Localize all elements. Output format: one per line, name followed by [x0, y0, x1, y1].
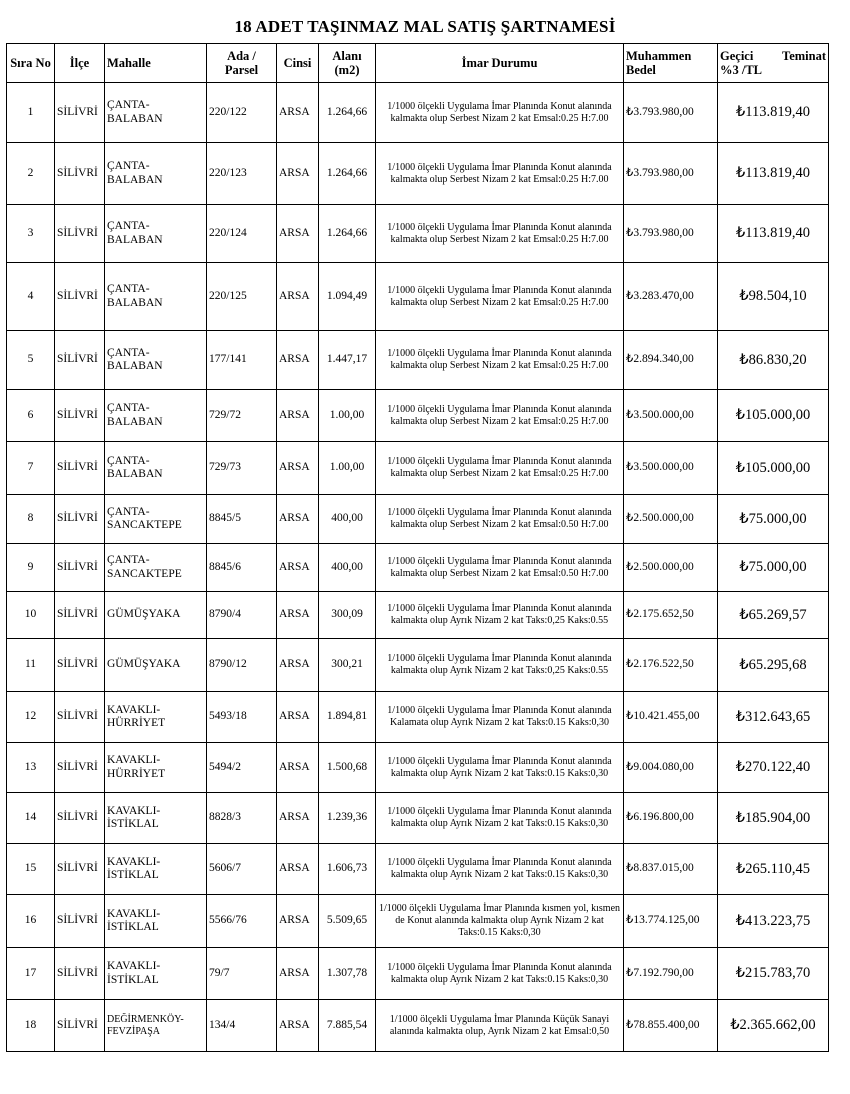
cell-cinsi: ARSA	[277, 844, 319, 895]
cell-gecici-teminat: ₺113.819,40	[718, 143, 829, 205]
cell-gecici-teminat: ₺215.783,70	[718, 948, 829, 1000]
cell-cinsi: ARSA	[277, 592, 319, 639]
cell-mahalle	[105, 83, 207, 143]
cell-alan: 1.307,78	[319, 948, 376, 1000]
cell-mahalle	[105, 442, 207, 495]
cell-ilce: SİLİVRİ	[55, 442, 105, 495]
cell-ada-parsel: 8845/6	[207, 544, 277, 592]
mahalle-line2: İSTİKLAL	[107, 921, 159, 933]
document-title: 18 ADET TAŞINMAZ MAL SATIŞ ŞARTNAMESİ	[234, 17, 616, 36]
table-row	[7, 390, 829, 442]
mahalle-line1: ÇANTA-	[107, 220, 150, 233]
cell-mahalle	[105, 743, 207, 793]
cell-imar-durumu: 1/1000 ölçekli Uygulama İmar Planında Konut alanında kalmakta olup Serbest Nizam 2 kat Emsal:0.50 H:7.00	[376, 544, 624, 592]
mahalle-line2: BALABAN	[107, 360, 163, 372]
mahalle-line1: DEĞİRMENKÖY-	[107, 1014, 184, 1025]
cell-sira-no: 6	[7, 390, 55, 442]
cell-ilce: SİLİVRİ	[55, 895, 105, 948]
cell-cinsi: ARSA	[277, 390, 319, 442]
cell-mahalle	[105, 639, 207, 692]
cell-alan: 7.885,54	[319, 1000, 376, 1052]
cell-muhammen-bedel: ₺2.500.000,00	[624, 495, 718, 544]
cell-cinsi: ARSA	[277, 793, 319, 844]
cell-mahalle	[105, 692, 207, 743]
cell-gecici-teminat: ₺65.295,68	[718, 639, 829, 692]
cell-ilce: SİLİVRİ	[55, 495, 105, 544]
cell-mahalle	[105, 143, 207, 205]
mahalle-line1: KAVAKLI-	[107, 960, 161, 973]
cell-cinsi: ARSA	[277, 1000, 319, 1052]
cell-muhammen-bedel: ₺3.500.000,00	[624, 442, 718, 495]
cell-imar-durumu: 1/1000 ölçekli Uygulama İmar Planında Küçük Sanayi alanında kalmakta olup, Ayrık Nizam 2 kat Emsal:0,50	[376, 1000, 624, 1052]
cell-imar-durumu: 1/1000 ölçekli Uygulama İmar Planında Konut alanında kalmakta olup Ayrık Nizam 2 kat Taks:0.15 Kaks:0,30	[376, 844, 624, 895]
cell-sira-no: 11	[7, 639, 55, 692]
cell-mahalle	[105, 205, 207, 263]
cell-cinsi: ARSA	[277, 263, 319, 331]
header-bedel-line2: Bedel	[626, 63, 656, 77]
cell-cinsi: ARSA	[277, 442, 319, 495]
cell-gecici-teminat: ₺270.122,40	[718, 743, 829, 793]
cell-ilce: SİLİVRİ	[55, 844, 105, 895]
table-row	[7, 263, 829, 331]
cell-sira-no: 5	[7, 331, 55, 390]
header-alan	[319, 44, 376, 83]
cell-ada-parsel: 5606/7	[207, 844, 277, 895]
cell-gecici-teminat: ₺265.110,45	[718, 844, 829, 895]
cell-muhammen-bedel: ₺78.855.400,00	[624, 1000, 718, 1052]
table-row	[7, 544, 829, 592]
cell-ilce: SİLİVRİ	[55, 143, 105, 205]
cell-sira-no: 16	[7, 895, 55, 948]
cell-sira-no: 2	[7, 143, 55, 205]
cell-sira-no: 9	[7, 544, 55, 592]
mahalle-line1: ÇANTA-	[107, 402, 150, 415]
table-row	[7, 143, 829, 205]
cell-sira-no: 8	[7, 495, 55, 544]
table-row	[7, 692, 829, 743]
cell-imar-durumu: 1/1000 ölçekli Uygulama İmar Planında Konut alanında Kalamata olup Ayrık Nizam 2 kat Taks:0.15 Kaks:0,30	[376, 692, 624, 743]
cell-mahalle	[105, 844, 207, 895]
cell-alan: 1.00,00	[319, 442, 376, 495]
cell-ilce: SİLİVRİ	[55, 743, 105, 793]
cell-gecici-teminat: ₺105.000,00	[718, 390, 829, 442]
cell-muhammen-bedel: ₺3.793.980,00	[624, 205, 718, 263]
mahalle-line2: İSTİKLAL	[107, 973, 159, 986]
cell-muhammen-bedel: ₺7.192.790,00	[624, 948, 718, 1000]
cell-gecici-teminat: ₺413.223,75	[718, 895, 829, 948]
cell-ada-parsel: 79/7	[207, 948, 277, 1000]
cell-mahalle	[105, 1000, 207, 1052]
cell-sira-no: 15	[7, 844, 55, 895]
cell-cinsi: ARSA	[277, 948, 319, 1000]
cell-muhammen-bedel: ₺3.793.980,00	[624, 143, 718, 205]
cell-muhammen-bedel: ₺2.500.000,00	[624, 544, 718, 592]
cell-ada-parsel: 5494/2	[207, 743, 277, 793]
cell-gecici-teminat: ₺75.000,00	[718, 495, 829, 544]
cell-cinsi: ARSA	[277, 331, 319, 390]
mahalle-line2: İSTİKLAL	[107, 869, 159, 881]
cell-alan: 1.894,81	[319, 692, 376, 743]
table-row	[7, 83, 829, 143]
mahalle-line2: BALABAN	[107, 112, 163, 125]
header-teminat-line1	[720, 49, 826, 63]
mahalle-line1: KAVAKLI-	[107, 907, 161, 920]
cell-ilce: SİLİVRİ	[55, 692, 105, 743]
cell-alan: 1.447,17	[319, 331, 376, 390]
header-ada-parsel	[207, 44, 277, 83]
mahalle-line1: GÜMÜŞYAKA	[107, 658, 181, 671]
table-row	[7, 1000, 829, 1052]
cell-alan: 300,21	[319, 639, 376, 692]
cell-ada-parsel: 8845/5	[207, 495, 277, 544]
cell-ilce: SİLİVRİ	[55, 544, 105, 592]
mahalle-line1: KAVAKLI-	[107, 804, 161, 817]
cell-imar-durumu: 1/1000 ölçekli Uygulama İmar Planında kısmen yol, kısmen de Konut alanında kalmakta olup Ayrık Nizam 2 kat Taks:0.15 Kaks:0,30	[376, 895, 624, 948]
cell-ada-parsel: 220/122	[207, 83, 277, 143]
table-row	[7, 495, 829, 544]
cell-imar-durumu: 1/1000 ölçekli Uygulama İmar Planında Konut alanında kalmakta olup Serbest Nizam 2 kat Emsal:0.25 H:7.00	[376, 263, 624, 331]
cell-ilce: SİLİVRİ	[55, 1000, 105, 1052]
cell-cinsi: ARSA	[277, 143, 319, 205]
table-row	[7, 639, 829, 692]
cell-mahalle	[105, 895, 207, 948]
cell-sira-no: 4	[7, 263, 55, 331]
cell-cinsi: ARSA	[277, 692, 319, 743]
cell-sira-no: 10	[7, 592, 55, 639]
table-row	[7, 331, 829, 390]
mahalle-line1: ÇANTA-	[107, 346, 150, 359]
table-row	[7, 442, 829, 495]
mahalle-line2: BALABAN	[107, 296, 163, 309]
cell-sira-no: 3	[7, 205, 55, 263]
table-row	[7, 743, 829, 793]
header-alan-line2: (m2)	[334, 63, 360, 77]
table-row	[7, 895, 829, 948]
cell-sira-no: 14	[7, 793, 55, 844]
mahalle-line2: SANCAKTEPE	[107, 519, 182, 531]
cell-gecici-teminat: ₺312.643,65	[718, 692, 829, 743]
table-header	[7, 44, 829, 83]
cell-gecici-teminat: ₺113.819,40	[718, 205, 829, 263]
cell-imar-durumu: 1/1000 ölçekli Uygulama İmar Planında Konut alanında kalmakta olup Serbest Nizam 2 kat Emsal:0.25 H:7.00	[376, 390, 624, 442]
cell-muhammen-bedel: ₺9.004.080,00	[624, 743, 718, 793]
cell-alan: 1.264,66	[319, 143, 376, 205]
mahalle-line2: BALABAN	[107, 233, 163, 246]
mahalle-line1: ÇANTA-	[107, 99, 150, 112]
cell-imar-durumu: 1/1000 ölçekli Uygulama İmar Planında Konut alanında kalmakta olup Serbest Nizam 2 kat Emsal:0.25 H:7.00	[376, 143, 624, 205]
cell-muhammen-bedel: ₺2.175.652,50	[624, 592, 718, 639]
cell-ada-parsel: 134/4	[207, 1000, 277, 1052]
cell-alan: 400,00	[319, 544, 376, 592]
cell-ilce: SİLİVRİ	[55, 390, 105, 442]
cell-mahalle	[105, 495, 207, 544]
cell-gecici-teminat: ₺86.830,20	[718, 331, 829, 390]
cell-gecici-teminat: ₺75.000,00	[718, 544, 829, 592]
cell-mahalle	[105, 948, 207, 1000]
cell-imar-durumu: 1/1000 ölçekli Uygulama İmar Planında Konut alanında kalmakta olup Serbest Nizam 2 kat Emsal:0.25 H:7.00	[376, 331, 624, 390]
cell-gecici-teminat: ₺98.504,10	[718, 263, 829, 331]
cell-ada-parsel: 729/73	[207, 442, 277, 495]
cell-ilce: SİLİVRİ	[55, 948, 105, 1000]
mahalle-line1: ÇANTA-	[107, 283, 150, 296]
cell-muhammen-bedel: ₺8.837.015,00	[624, 844, 718, 895]
header-gecici-teminat	[718, 44, 829, 83]
cell-mahalle	[105, 331, 207, 390]
mahalle-line1: ÇANTA-	[107, 160, 150, 173]
cell-mahalle	[105, 263, 207, 331]
cell-imar-durumu: 1/1000 ölçekli Uygulama İmar Planında Konut alanında kalmakta olup Ayrık Nizam 2 kat Taks:0.15 Kaks:0,30	[376, 793, 624, 844]
header-alan-line1: Alanı	[332, 48, 362, 63]
mahalle-line2: BALABAN	[107, 468, 163, 480]
mahalle-line1: KAVAKLI-	[107, 754, 161, 767]
cell-ilce: SİLİVRİ	[55, 639, 105, 692]
cell-ilce: SİLİVRİ	[55, 331, 105, 390]
header-teminat-word2: Teminat	[782, 48, 826, 63]
mahalle-line1: ÇANTA-	[107, 505, 150, 518]
cell-ilce: SİLİVRİ	[55, 793, 105, 844]
cell-ada-parsel: 729/72	[207, 390, 277, 442]
cell-mahalle	[105, 544, 207, 592]
cell-imar-durumu: 1/1000 ölçekli Uygulama İmar Planında Konut alanında kalmakta olup Serbest Nizam 2 kat Emsal:0.25 H:7.00	[376, 83, 624, 143]
cell-ilce: SİLİVRİ	[55, 205, 105, 263]
table-row	[7, 592, 829, 639]
cell-muhammen-bedel: ₺2.894.340,00	[624, 331, 718, 390]
cell-cinsi: ARSA	[277, 895, 319, 948]
header-sira-no: Sıra No	[7, 44, 55, 83]
cell-muhammen-bedel: ₺3.283.470,00	[624, 263, 718, 331]
header-teminat-word1: Geçici	[720, 48, 754, 63]
cell-ada-parsel: 220/123	[207, 143, 277, 205]
cell-sira-no: 7	[7, 442, 55, 495]
table-row	[7, 948, 829, 1000]
cell-cinsi: ARSA	[277, 544, 319, 592]
cell-alan: 1.606,73	[319, 844, 376, 895]
cell-gecici-teminat: ₺65.269,57	[718, 592, 829, 639]
cell-alan: 1.00,00	[319, 390, 376, 442]
cell-ada-parsel: 220/125	[207, 263, 277, 331]
header-ada-line1: Ada /	[227, 48, 256, 63]
cell-ada-parsel: 5566/76	[207, 895, 277, 948]
cell-cinsi: ARSA	[277, 83, 319, 143]
cell-ada-parsel: 177/141	[207, 331, 277, 390]
cell-mahalle	[105, 592, 207, 639]
cell-sira-no: 12	[7, 692, 55, 743]
cell-ilce: SİLİVRİ	[55, 592, 105, 639]
mahalle-line1: KAVAKLI-	[107, 703, 161, 716]
cell-sira-no: 17	[7, 948, 55, 1000]
cell-ada-parsel: 220/124	[207, 205, 277, 263]
cell-mahalle	[105, 793, 207, 844]
header-mahalle: Mahalle	[105, 44, 207, 83]
table-row	[7, 844, 829, 895]
cell-mahalle	[105, 390, 207, 442]
mahalle-line2: BALABAN	[107, 173, 163, 186]
cell-imar-durumu: 1/1000 ölçekli Uygulama İmar Planında Konut alanında kalmakta olup Serbest Nizam 2 kat Emsal:0.25 H:7.00	[376, 442, 624, 495]
table-body	[7, 83, 829, 1052]
cell-ilce: SİLİVRİ	[55, 263, 105, 331]
cell-gecici-teminat: ₺185.904,00	[718, 793, 829, 844]
cell-sira-no: 18	[7, 1000, 55, 1052]
cell-alan: 1.264,66	[319, 83, 376, 143]
cell-ilce: SİLİVRİ	[55, 83, 105, 143]
cell-imar-durumu: 1/1000 ölçekli Uygulama İmar Planında Konut alanında kalmakta olup Ayrık Nizam 2 kat Taks:0,25 Kaks:0.55	[376, 592, 624, 639]
cell-ada-parsel: 8790/4	[207, 592, 277, 639]
table-row	[7, 205, 829, 263]
cell-cinsi: ARSA	[277, 639, 319, 692]
header-ilce: İlçe	[55, 44, 105, 83]
mahalle-line2: SANCAKTEPE	[107, 567, 182, 580]
cell-cinsi: ARSA	[277, 205, 319, 263]
table-row	[7, 793, 829, 844]
header-muhammen-bedel	[624, 44, 718, 83]
cell-alan: 5.509,65	[319, 895, 376, 948]
cell-gecici-teminat: ₺113.819,40	[718, 83, 829, 143]
cell-alan: 400,00	[319, 495, 376, 544]
cell-gecici-teminat: ₺105.000,00	[718, 442, 829, 495]
mahalle-line2: BALABAN	[107, 415, 163, 428]
header-cinsi: Cinsi	[277, 44, 319, 83]
cell-alan: 1.239,36	[319, 793, 376, 844]
mahalle-line2: FEVZİPAŞA	[107, 1025, 160, 1037]
header-imar-durumu: İmar Durumu	[376, 44, 624, 83]
cell-cinsi: ARSA	[277, 495, 319, 544]
cell-alan: 1.500,68	[319, 743, 376, 793]
cell-muhammen-bedel: ₺13.774.125,00	[624, 895, 718, 948]
cell-alan: 1.094,49	[319, 263, 376, 331]
cell-sira-no: 13	[7, 743, 55, 793]
header-ada-line2: Parsel	[224, 63, 259, 77]
mahalle-line1: GÜMÜŞYAKA	[107, 608, 181, 621]
header-bedel-line1: Muhammen	[626, 48, 692, 63]
cell-ada-parsel: 8828/3	[207, 793, 277, 844]
cell-imar-durumu: 1/1000 ölçekli Uygulama İmar Planında Konut alanında kalmakta olup Ayrık Nizam 2 kat Taks:0,25 Kaks:0.55	[376, 639, 624, 692]
mahalle-line1: KAVAKLI-	[107, 855, 161, 868]
cell-imar-durumu: 1/1000 ölçekli Uygulama İmar Planında Konut alanında kalmakta olup Ayrık Nizam 2 kat Taks:0.15 Kaks:0,30	[376, 743, 624, 793]
mahalle-line1: ÇANTA-	[107, 554, 150, 567]
cell-muhammen-bedel: ₺6.196.800,00	[624, 793, 718, 844]
cell-alan: 300,09	[319, 592, 376, 639]
cell-muhammen-bedel: ₺3.793.980,00	[624, 83, 718, 143]
cell-imar-durumu: 1/1000 ölçekli Uygulama İmar Planında Konut alanında kalmakta olup Ayrık Nizam 2 kat Taks:0.15 Kaks:0,30	[376, 948, 624, 1000]
cell-muhammen-bedel: ₺3.500.000,00	[624, 390, 718, 442]
cell-muhammen-bedel: ₺10.421.455,00	[624, 692, 718, 743]
header-teminat-line2: %3 /TL	[720, 63, 763, 77]
cell-alan: 1.264,66	[319, 205, 376, 263]
cell-ada-parsel: 5493/18	[207, 692, 277, 743]
cell-muhammen-bedel: ₺2.176.522,50	[624, 639, 718, 692]
cell-ada-parsel: 8790/12	[207, 639, 277, 692]
cell-gecici-teminat: ₺2.365.662,00	[718, 1000, 829, 1052]
cell-sira-no: 1	[7, 83, 55, 143]
mahalle-line1: ÇANTA-	[107, 454, 150, 467]
mahalle-line2: İSTİKLAL	[107, 818, 159, 830]
mahalle-line2: HÜRRİYET	[107, 767, 166, 780]
cell-imar-durumu: 1/1000 ölçekli Uygulama İmar Planında Konut alanında kalmakta olup Serbest Nizam 2 kat Emsal:0.50 H:7.00	[376, 495, 624, 544]
mahalle-line2: HÜRRİYET	[107, 717, 166, 729]
cell-imar-durumu: 1/1000 ölçekli Uygulama İmar Planında Konut alanında kalmakta olup Serbest Nizam 2 kat Emsal:0.25 H:7.00	[376, 205, 624, 263]
cell-cinsi: ARSA	[277, 743, 319, 793]
property-sale-table	[6, 43, 829, 1052]
